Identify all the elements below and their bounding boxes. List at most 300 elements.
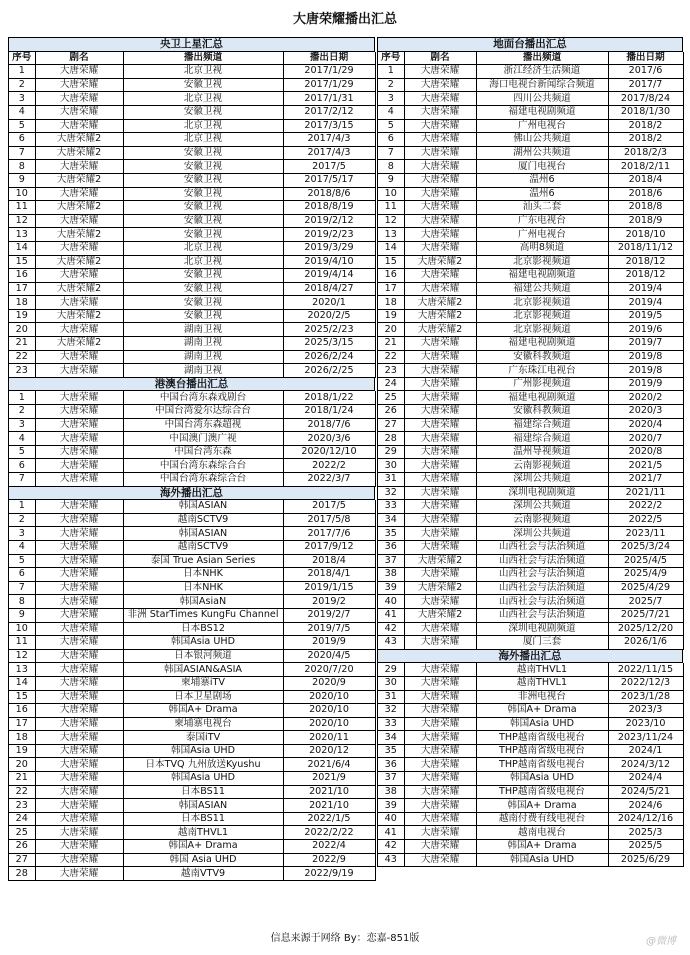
table-cell: 43 xyxy=(378,636,404,650)
table-cell: 2019/4/14 xyxy=(283,269,375,283)
table-cell: 韩国ASIAN&ASIA xyxy=(123,663,283,677)
table-cell: 山西社会与法治频道 xyxy=(476,540,608,554)
table-cell: 大唐荣耀 xyxy=(404,282,476,296)
table-cell: 佛山公共频道 xyxy=(476,133,608,147)
table-cell: 大唐荣耀 xyxy=(35,731,123,745)
table-cell: 2018/12 xyxy=(608,255,683,269)
table-cell: 日本TVQ 九州放送Kyushu xyxy=(123,758,283,772)
table-cell: 35 xyxy=(378,744,404,758)
table-cell: 2024/12/16 xyxy=(608,812,683,826)
table-cell: 4 xyxy=(9,540,35,554)
table-cell: 21 xyxy=(9,337,35,351)
table-cell: 福建电视剧频道 xyxy=(476,269,608,283)
section-title: 港澳台播出汇总 xyxy=(9,378,375,392)
table-cell: 12 xyxy=(9,649,35,663)
table-cell: 大唐荣耀 xyxy=(35,581,123,595)
table-cell: 20 xyxy=(9,323,35,337)
table-cell: 日本卫星剧场 xyxy=(123,690,283,704)
table-cell: 湖南卫视 xyxy=(123,350,283,364)
table-cell: 7 xyxy=(9,146,35,160)
table-row xyxy=(9,785,375,799)
table-cell: 2020/12/10 xyxy=(283,445,375,459)
table-cell: 大唐荣耀 xyxy=(404,785,476,799)
table-cell: 2023/11 xyxy=(608,527,683,541)
table-row xyxy=(9,527,375,541)
table-cell: 2017/4/3 xyxy=(283,146,375,160)
table-row xyxy=(9,649,375,663)
table-row xyxy=(9,744,375,758)
source-footer: 信息来源于网络 By：恋嘉-851版 xyxy=(270,933,420,944)
table-cell: 2022/11/15 xyxy=(608,663,683,676)
table-row xyxy=(9,473,375,487)
table-cell: 2019/2/7 xyxy=(283,608,375,622)
header-cell: 剧名 xyxy=(404,52,476,65)
table-cell: 2018/4/1 xyxy=(283,568,375,582)
table-cell: 大唐荣耀 xyxy=(404,717,476,731)
table-cell: 23 xyxy=(9,799,35,813)
table-cell: 深圳电视剧频道 xyxy=(476,486,608,500)
table-cell: 大唐荣耀 xyxy=(404,337,476,351)
table-cell: 36 xyxy=(378,758,404,772)
table-row xyxy=(9,269,375,283)
header-cell: 序号 xyxy=(378,52,404,65)
table-cell: 37 xyxy=(378,772,404,786)
table-cell: 深圳公共频道 xyxy=(476,527,608,541)
table-cell: 越南付费有线电视台 xyxy=(476,812,608,826)
table-cell: 30 xyxy=(378,459,404,473)
table-cell: 厦门电视台 xyxy=(476,160,608,174)
table-cell: 21 xyxy=(9,772,35,786)
table-row xyxy=(9,731,375,745)
table-row xyxy=(9,554,375,568)
table-cell: 2020/2/5 xyxy=(283,309,375,323)
table-cell: 非洲电视台 xyxy=(476,690,608,704)
table-cell: 韩国A+ Drama xyxy=(123,704,283,718)
table-row xyxy=(9,867,375,881)
table-cell: 大唐荣耀 xyxy=(35,690,123,704)
table-cell: 13 xyxy=(378,228,404,242)
table-cell: 2026/2/24 xyxy=(283,350,375,364)
table-cell: 大唐荣耀 xyxy=(404,173,476,187)
table-row xyxy=(378,146,683,160)
table-cell: 15 xyxy=(9,255,35,269)
table-cell: 大唐荣耀 xyxy=(404,377,476,391)
right-column xyxy=(377,37,683,867)
table-cell: 14 xyxy=(9,676,35,690)
table-cell: 云南影视频道 xyxy=(476,459,608,473)
table-cell: 41 xyxy=(378,608,404,622)
table-cell: 大唐荣耀 xyxy=(35,65,123,79)
table-cell: 22 xyxy=(378,350,404,364)
summary-table xyxy=(378,663,684,867)
table-cell: 16 xyxy=(378,269,404,283)
table-cell: 大唐荣耀 xyxy=(35,595,123,609)
table-cell: 31 xyxy=(378,473,404,487)
table-cell: 2022/9 xyxy=(283,853,375,867)
header-cell: 播出频道 xyxy=(123,52,283,65)
table-row xyxy=(9,364,375,378)
table-cell: 2019/4/10 xyxy=(283,255,375,269)
table-cell: 山西社会与法治频道 xyxy=(476,581,608,595)
table-row xyxy=(378,228,683,242)
table-row xyxy=(378,405,683,419)
table-cell: 2022/4 xyxy=(283,840,375,854)
table-cell: 大唐荣耀 xyxy=(404,133,476,147)
table-cell: 福建综合频道 xyxy=(476,432,608,446)
section-title: 海外播出汇总 xyxy=(9,487,375,501)
table-cell: 大唐荣耀 xyxy=(35,636,123,650)
table-cell: 40 xyxy=(378,812,404,826)
table-row xyxy=(9,568,375,582)
table-cell: 山西社会与法治频道 xyxy=(476,595,608,609)
table-cell: 36 xyxy=(378,540,404,554)
table-cell: 2025/4/9 xyxy=(608,568,683,582)
table-row xyxy=(378,187,683,201)
table-cell: 2019/2 xyxy=(283,595,375,609)
table-cell: 大唐荣耀2 xyxy=(35,146,123,160)
table-row xyxy=(9,201,375,215)
table-row xyxy=(9,337,375,351)
table-cell: 大唐荣耀2 xyxy=(35,201,123,215)
table-cell: 29 xyxy=(378,663,404,676)
table-cell: 大唐荣耀 xyxy=(35,241,123,255)
table-cell: 2019/2/12 xyxy=(283,214,375,228)
table-row xyxy=(378,500,683,514)
table-cell: 9 xyxy=(378,173,404,187)
table-cell: 17 xyxy=(9,717,35,731)
table-cell: 2017/5/17 xyxy=(283,173,375,187)
table-cell: 18 xyxy=(9,731,35,745)
table-cell: 北京卫视 xyxy=(123,241,283,255)
header-cell: 播出日期 xyxy=(608,52,683,65)
table-cell: 福建综合频道 xyxy=(476,418,608,432)
table-cell: 安徽卫视 xyxy=(123,296,283,310)
table-cell: 34 xyxy=(378,731,404,745)
table-cell: 广州影视频道 xyxy=(476,377,608,391)
table-cell: 大唐荣耀 xyxy=(404,146,476,160)
table-cell: 深圳公共频道 xyxy=(476,500,608,514)
table-cell: 33 xyxy=(378,500,404,514)
table-row xyxy=(378,201,683,215)
table-cell: 大唐荣耀 xyxy=(35,119,123,133)
table-cell: 大唐荣耀 xyxy=(35,758,123,772)
table-row xyxy=(9,445,375,459)
table-cell: 2019/6 xyxy=(608,323,683,337)
table-cell: 大唐荣耀 xyxy=(35,105,123,119)
table-cell: 大唐荣耀 xyxy=(35,92,123,106)
table-cell: 18 xyxy=(9,296,35,310)
table-cell: 日本NHK xyxy=(123,581,283,595)
table-cell: 温州6 xyxy=(476,173,608,187)
table-cell: 3 xyxy=(9,527,35,541)
table-cell: 19 xyxy=(9,744,35,758)
table-cell: 中国台湾东森戏剧台 xyxy=(123,391,283,404)
table-cell: 北京影视频道 xyxy=(476,309,608,323)
table-cell: 2020/11 xyxy=(283,731,375,745)
table-cell: 30 xyxy=(378,676,404,690)
table-cell: 大唐荣耀 xyxy=(35,867,123,881)
table-cell: 广东电视台 xyxy=(476,214,608,228)
table-cell: 25 xyxy=(378,391,404,405)
table-cell: 北京卫视 xyxy=(123,92,283,106)
table-cell: 大唐荣耀 xyxy=(404,201,476,215)
table-row xyxy=(378,812,683,826)
table-cell: 2025/7/21 xyxy=(608,608,683,622)
table-cell: 2019/7 xyxy=(608,337,683,351)
table-cell: 大唐荣耀 xyxy=(35,799,123,813)
table-cell: 日本BS11 xyxy=(123,812,283,826)
table-cell: 2019/8 xyxy=(608,364,683,378)
table-row xyxy=(9,119,375,133)
table-cell: 大唐荣耀 xyxy=(35,391,123,404)
table-cell: 大唐荣耀 xyxy=(404,663,476,676)
table-cell: 大唐荣耀 xyxy=(404,704,476,718)
table-cell: 大唐荣耀 xyxy=(404,459,476,473)
table-row xyxy=(9,78,375,92)
table-cell: 2025/7 xyxy=(608,595,683,609)
table-cell: 安徽卫视 xyxy=(123,146,283,160)
table-cell: 2017/1/29 xyxy=(283,65,375,79)
table-cell: 北京卫视 xyxy=(123,255,283,269)
table-row xyxy=(378,255,683,269)
table-cell: 2022/12/3 xyxy=(608,676,683,690)
table-cell: 汕头二套 xyxy=(476,201,608,215)
table-cell: 2018/2 xyxy=(608,119,683,133)
table-cell: 15 xyxy=(9,690,35,704)
table-cell: 大唐荣耀 xyxy=(404,731,476,745)
table-cell: 2025/6/29 xyxy=(608,853,683,867)
table-row xyxy=(9,65,375,79)
table-cell: 大唐荣耀2 xyxy=(35,133,123,147)
table-cell: 2017/1/31 xyxy=(283,92,375,106)
table-cell: 4 xyxy=(9,432,35,446)
table-cell: 2018/4 xyxy=(608,173,683,187)
table-cell: THP越南省级电视台 xyxy=(476,731,608,745)
table-cell: 中国台湾东森 xyxy=(123,445,283,459)
table-cell: 泰国 True Asian Series xyxy=(123,554,283,568)
table-cell: 大唐荣耀 xyxy=(404,105,476,119)
table-cell: 41 xyxy=(378,826,404,840)
table-cell: 安徽卫视 xyxy=(123,187,283,201)
table-cell: 大唐荣耀 xyxy=(404,690,476,704)
table-row xyxy=(378,350,683,364)
table-cell: 大唐荣耀 xyxy=(404,622,476,636)
table-row xyxy=(9,581,375,595)
table-row xyxy=(9,323,375,337)
table-cell: 安徽科教频道 xyxy=(476,350,608,364)
table-row xyxy=(9,513,375,527)
table-row xyxy=(378,772,683,786)
table-cell: 2021/10 xyxy=(283,785,375,799)
table-cell: 福建公共频道 xyxy=(476,282,608,296)
table-row xyxy=(9,241,375,255)
table-cell: 大唐荣耀2 xyxy=(35,282,123,296)
table-row xyxy=(378,486,683,500)
table-row xyxy=(378,826,683,840)
table-row xyxy=(9,146,375,160)
table-row xyxy=(378,160,683,174)
table-cell: 16 xyxy=(9,269,35,283)
table-row xyxy=(378,173,683,187)
table-cell: 2018/4 xyxy=(283,554,375,568)
table-row xyxy=(378,581,683,595)
table-cell: 北京影视频道 xyxy=(476,255,608,269)
table-cell: 大唐荣耀 xyxy=(404,568,476,582)
header-row xyxy=(9,52,375,65)
table-row xyxy=(378,676,683,690)
table-cell: 山西社会与法治频道 xyxy=(476,568,608,582)
table-cell: 大唐荣耀2 xyxy=(35,309,123,323)
table-cell: 日本银河频道 xyxy=(123,649,283,663)
table-row xyxy=(378,282,683,296)
table-row xyxy=(378,296,683,310)
table-cell: 2018/2 xyxy=(608,133,683,147)
table-cell: 2019/7/5 xyxy=(283,622,375,636)
table-row xyxy=(9,173,375,187)
table-cell: 1 xyxy=(9,391,35,404)
table-cell: 2017/3/15 xyxy=(283,119,375,133)
table-cell: 深圳公共频道 xyxy=(476,473,608,487)
table-cell: 2023/11/24 xyxy=(608,731,683,745)
table-row xyxy=(378,853,683,867)
table-cell: 大唐荣耀 xyxy=(35,500,123,513)
table-cell: 10 xyxy=(9,187,35,201)
table-cell: 2022/2 xyxy=(283,459,375,473)
table-cell: 37 xyxy=(378,554,404,568)
table-cell: 2025/12/20 xyxy=(608,622,683,636)
table-row xyxy=(9,676,375,690)
table-cell: 11 xyxy=(378,201,404,215)
table-cell: 柬埔寨iTV xyxy=(123,676,283,690)
table-cell: 福建电视剧频道 xyxy=(476,391,608,405)
table-row xyxy=(378,473,683,487)
table-cell: 湖州公共频道 xyxy=(476,146,608,160)
table-cell: 深圳电视剧频道 xyxy=(476,622,608,636)
table-cell: 大唐荣耀 xyxy=(35,812,123,826)
table-row xyxy=(378,717,683,731)
table-row xyxy=(378,377,683,391)
table-row xyxy=(9,105,375,119)
table-row xyxy=(378,513,683,527)
table-cell: 6 xyxy=(378,133,404,147)
table-cell: 2020/3 xyxy=(608,405,683,419)
table-cell: 大唐荣耀 xyxy=(404,119,476,133)
table-cell: 安徽卫视 xyxy=(123,214,283,228)
table-cell: 2019/9 xyxy=(283,636,375,650)
table-cell: 3 xyxy=(378,92,404,106)
table-cell: 韩国 Asia UHD xyxy=(123,853,283,867)
table-cell: 8 xyxy=(9,595,35,609)
table-cell: 2019/4 xyxy=(608,296,683,310)
table-cell: 中国澳门澳广视 xyxy=(123,432,283,446)
table-cell: 韩国A+ Drama xyxy=(476,840,608,854)
table-cell: 韩国A+ Drama xyxy=(476,799,608,813)
table-row xyxy=(378,731,683,745)
table-cell: 越南THVL1 xyxy=(123,826,283,840)
table-row xyxy=(378,595,683,609)
table-cell: 2017/6 xyxy=(608,65,683,79)
table-row xyxy=(9,350,375,364)
table-row xyxy=(378,432,683,446)
table-cell: 安徽卫视 xyxy=(123,201,283,215)
table-cell: 3 xyxy=(9,92,35,106)
table-cell: 2018/8/6 xyxy=(283,187,375,201)
table-cell: 大唐荣耀 xyxy=(35,364,123,378)
table-cell: 2021/7 xyxy=(608,473,683,487)
table-cell: 2018/8/19 xyxy=(283,201,375,215)
table-cell: 大唐荣耀 xyxy=(35,432,123,446)
table-row xyxy=(9,540,375,554)
table-cell: 大唐荣耀 xyxy=(35,772,123,786)
table-cell: 2019/4 xyxy=(608,282,683,296)
table-cell: 2021/10 xyxy=(283,799,375,813)
table-row xyxy=(9,296,375,310)
table-cell: 大唐荣耀 xyxy=(404,391,476,405)
table-cell: 2018/6 xyxy=(608,187,683,201)
table-cell: 28 xyxy=(9,867,35,881)
table-cell: 31 xyxy=(378,690,404,704)
table-cell: 大唐荣耀2 xyxy=(35,255,123,269)
summary-table xyxy=(9,52,376,378)
table-cell: 2017/4/3 xyxy=(283,133,375,147)
table-cell: 7 xyxy=(9,473,35,487)
table-cell: 4 xyxy=(378,105,404,119)
table-cell: 中国台湾东森综合台 xyxy=(123,459,283,473)
table-cell: 1 xyxy=(9,500,35,513)
table-cell: 大唐荣耀 xyxy=(35,853,123,867)
table-cell: THP越南省级电视台 xyxy=(476,758,608,772)
table-cell: 5 xyxy=(378,119,404,133)
table-cell: 2017/8/24 xyxy=(608,92,683,106)
table-cell: 北京影视频道 xyxy=(476,296,608,310)
table-cell: 2019/8 xyxy=(608,350,683,364)
table-cell: 2022/3/7 xyxy=(283,473,375,487)
table-row xyxy=(9,432,375,446)
table-cell: 2021/11 xyxy=(608,486,683,500)
table-cell: 6 xyxy=(9,459,35,473)
table-cell: 2020/10 xyxy=(283,704,375,718)
table-cell: 北京影视频道 xyxy=(476,323,608,337)
table-cell: 大唐荣耀 xyxy=(35,269,123,283)
table-cell: 2018/4/27 xyxy=(283,282,375,296)
table-row xyxy=(9,309,375,323)
table-cell: 大唐荣耀 xyxy=(35,826,123,840)
table-cell: 9 xyxy=(9,608,35,622)
table-row xyxy=(378,105,683,119)
table-cell: 2018/1/24 xyxy=(283,405,375,419)
table-cell: 2017/5 xyxy=(283,500,375,513)
table-cell: 大唐荣耀 xyxy=(35,513,123,527)
table-cell: 2021/9 xyxy=(283,772,375,786)
table-cell: 8 xyxy=(9,160,35,174)
table-cell: 2017/5 xyxy=(283,160,375,174)
table-row xyxy=(9,187,375,201)
table-row xyxy=(9,500,375,513)
table-cell: 2024/5/21 xyxy=(608,785,683,799)
table-cell: 2022/2 xyxy=(608,500,683,514)
table-cell: 2 xyxy=(378,78,404,92)
table-cell: 大唐荣耀 xyxy=(404,241,476,255)
table-cell: 2022/1/5 xyxy=(283,812,375,826)
table-cell: 大唐荣耀 xyxy=(404,432,476,446)
table-cell: 20 xyxy=(378,323,404,337)
table-cell: 大唐荣耀 xyxy=(404,486,476,500)
table-cell: 2020/3/6 xyxy=(283,432,375,446)
table-cell: 2019/5 xyxy=(608,309,683,323)
table-cell: 大唐荣耀 xyxy=(35,459,123,473)
table-cell: 42 xyxy=(378,840,404,854)
table-cell: 北京卫视 xyxy=(123,65,283,79)
